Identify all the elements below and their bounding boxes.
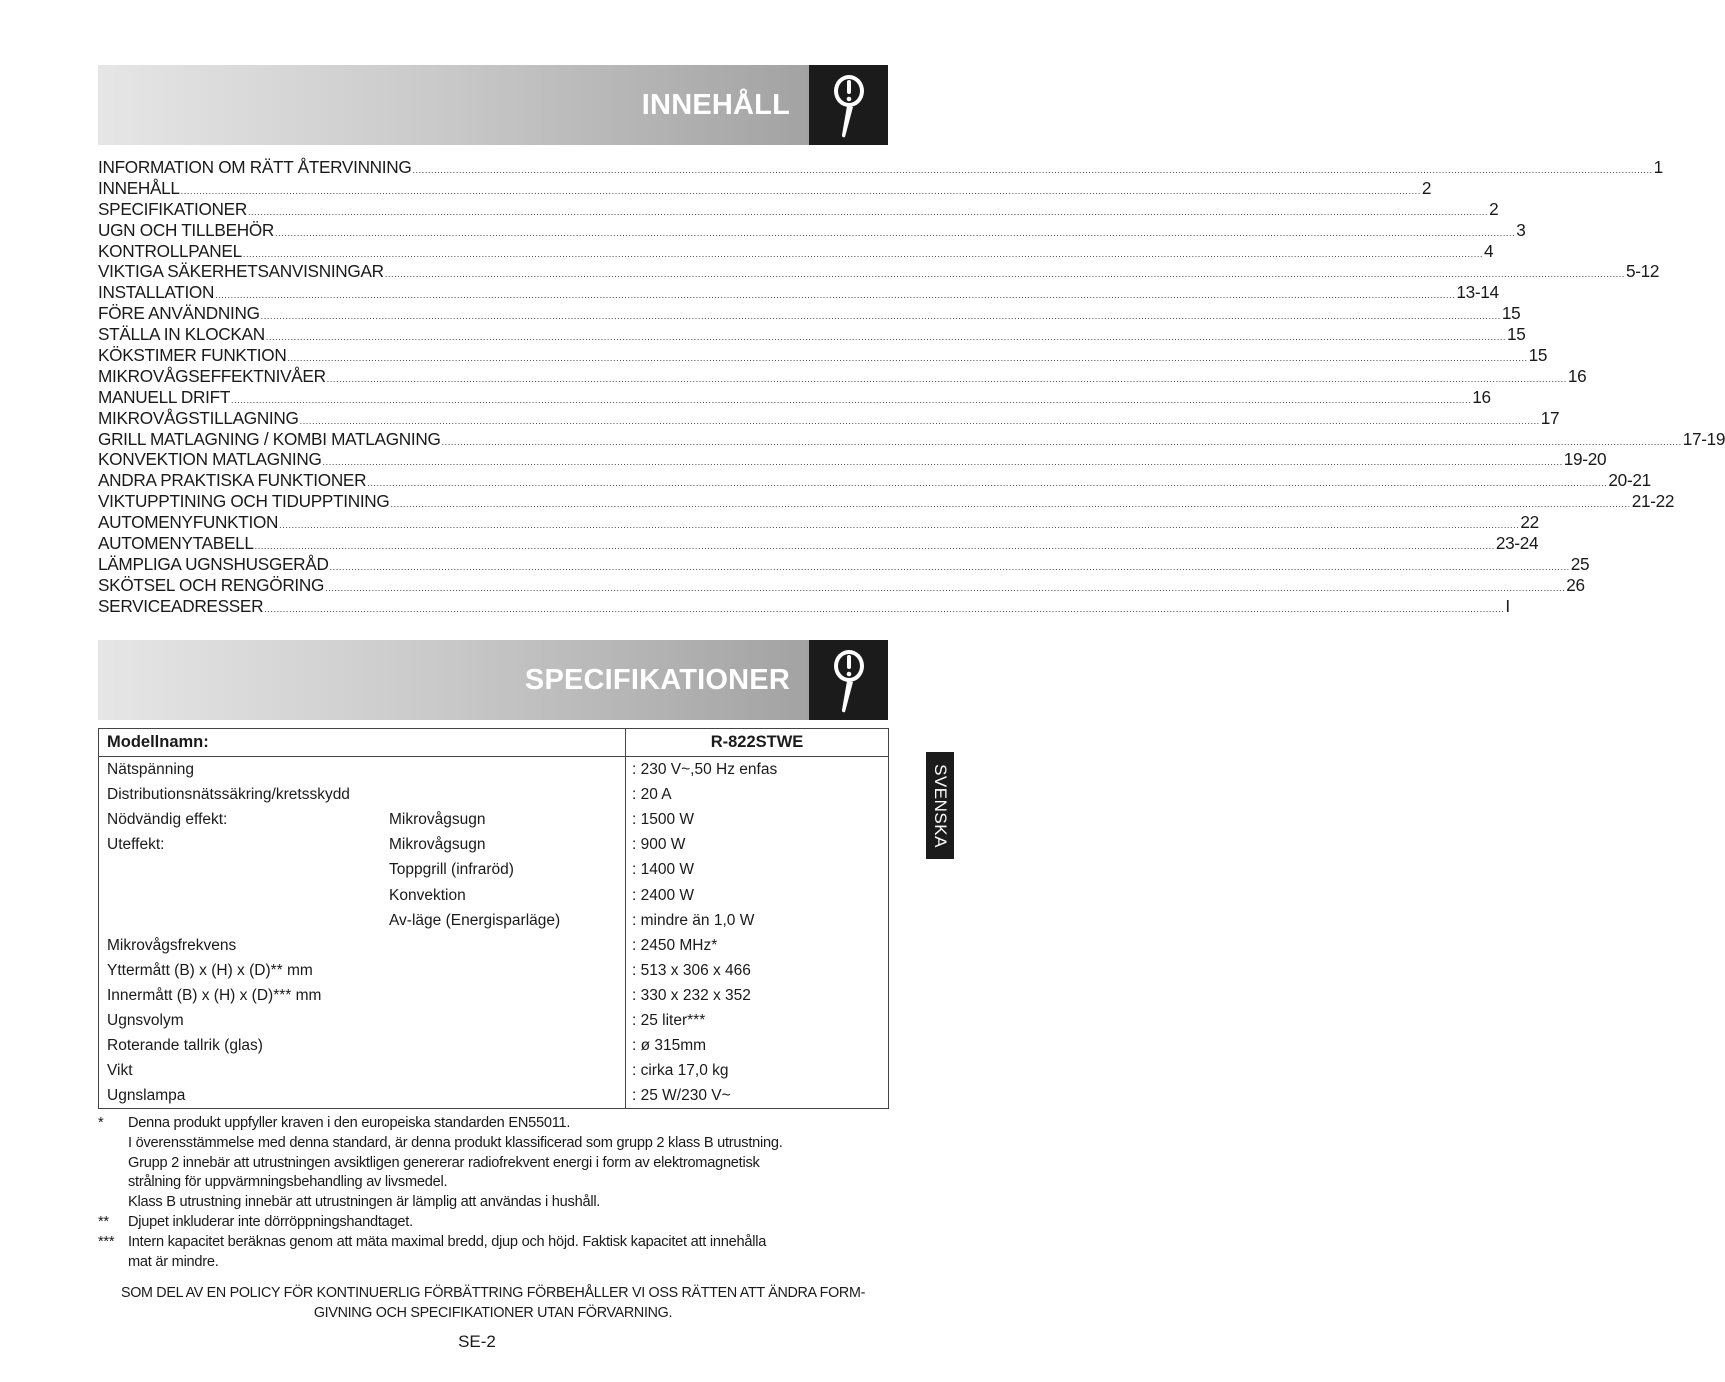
toc-entry bbox=[98, 553, 1590, 575]
toc-dot-leader: ................................................................................................................................................................................................................................................................................................................................................................................................................ bbox=[299, 415, 1540, 426]
toc-entry-label: MIKROVÅGSEFFEKTNIVÅER bbox=[98, 365, 326, 386]
toc-entry bbox=[98, 157, 1663, 178]
toc-entry-label: VIKTUPPTINING OCH TIDUPPTINING bbox=[98, 491, 390, 512]
toc-entry-page: 15 bbox=[1501, 303, 1521, 324]
toc-dot-leader: ................................................................................................................................................................................................................................................................................................................................................................................................................ bbox=[264, 603, 1505, 614]
toc-dot-leader: ................................................................................................................................................................................................................................................................................................................................................................................................................ bbox=[275, 227, 1516, 238]
toc-entry-label: ANDRA PRAKTISKA FUNKTIONER bbox=[98, 470, 367, 491]
toc-entry bbox=[98, 240, 1494, 262]
info-magnifier-icon bbox=[809, 640, 888, 720]
toc-entry-page: 2 bbox=[1421, 177, 1432, 198]
toc-entry-page: 5-12 bbox=[1625, 261, 1660, 282]
footnote bbox=[98, 1233, 888, 1273]
spec-value: : 25 liter*** bbox=[632, 1012, 706, 1029]
footnote-line: Djupet inkluderar inte dörröppningshandtaget. bbox=[128, 1213, 413, 1230]
toc-dot-leader: ................................................................................................................................................................................................................................................................................................................................................................................................................ bbox=[326, 373, 1567, 384]
toc-dot-leader: ................................................................................................................................................................................................................................................................................................................................................................................................................ bbox=[325, 582, 1566, 593]
footnote-line: strålning för uppvärmningsbehandling av livsmedel. bbox=[128, 1174, 448, 1191]
spec-row bbox=[99, 783, 888, 808]
toc-entry-page: 22 bbox=[1520, 512, 1539, 533]
footnote-mark: *** bbox=[98, 1233, 115, 1250]
model-name-label: Modellnamn: bbox=[107, 733, 209, 751]
toc-entry bbox=[98, 345, 1548, 366]
specs-banner bbox=[98, 640, 888, 720]
specifications-table bbox=[98, 728, 889, 1109]
toc-entry-label: KONVEKTION MATLAGNING bbox=[98, 449, 322, 470]
toc-entry-label: STÄLLA IN KLOCKAN bbox=[98, 324, 265, 345]
spec-row bbox=[99, 858, 888, 883]
toc-entry-page: 21-22 bbox=[1631, 491, 1675, 512]
toc-entry-label: AUTOMENYFUNKTION bbox=[98, 512, 279, 533]
toc-dot-leader: ................................................................................................................................................................................................................................................................................................................................................................................................................ bbox=[279, 520, 1520, 531]
spec-value: : 1500 W bbox=[632, 811, 695, 829]
toc-dot-leader: ................................................................................................................................................................................................................................................................................................................................................................................................................ bbox=[384, 269, 1625, 280]
spec-sublabel: Toppgrill (infraröd) bbox=[389, 861, 514, 879]
spec-sublabel: Mikrovågsugn bbox=[389, 811, 486, 829]
spec-sublabel: Konvektion bbox=[389, 886, 466, 904]
toc-entry-page: 26 bbox=[1566, 574, 1585, 595]
toc-entry-page: 15 bbox=[1507, 324, 1526, 345]
toc-entry-page: 13-14 bbox=[1456, 282, 1499, 303]
toc-entry bbox=[98, 428, 1725, 450]
toc-entry-label: INSTALLATION bbox=[98, 282, 215, 303]
contents-banner bbox=[98, 65, 888, 145]
toc-entry-page: I bbox=[1505, 595, 1510, 616]
disclaimer bbox=[98, 1284, 888, 1323]
spec-row bbox=[99, 984, 888, 1009]
toc-entry-page: 3 bbox=[1516, 219, 1526, 240]
footnote-line: Intern kapacitet beräknas genom att mäta maximal bredd, djup och höjd. Faktisk kapacitet att innehålla bbox=[128, 1233, 767, 1250]
footnotes bbox=[98, 1114, 888, 1272]
toc-entry bbox=[98, 282, 1499, 303]
toc-dot-leader: ................................................................................................................................................................................................................................................................................................................................................................................................................ bbox=[367, 478, 1608, 489]
spec-row bbox=[99, 1084, 888, 1109]
footnote-line: Grupp 2 innebär att utrustningen avsiktligen genererar radiofrekvent energi i form av elektromagnetisk bbox=[128, 1154, 760, 1171]
toc-dot-leader: ................................................................................................................................................................................................................................................................................................................................................................................................................ bbox=[441, 436, 1682, 447]
toc-entry-label: LÄMPLIGA UGNSHUSGERÅD bbox=[98, 553, 329, 574]
toc-dot-leader: ................................................................................................................................................................................................................................................................................................................................................................................................................ bbox=[231, 394, 1472, 405]
toc-entry-page: 2 bbox=[1489, 198, 1499, 219]
toc-entry bbox=[98, 177, 1432, 199]
footnote bbox=[98, 1213, 888, 1233]
spec-sublabel: Av-läge (Energisparläge) bbox=[389, 911, 561, 929]
toc-dot-leader: ................................................................................................................................................................................................................................................................................................................................................................................................................ bbox=[242, 248, 1484, 259]
toc-entry-page: 16 bbox=[1472, 386, 1491, 407]
toc-entry bbox=[98, 574, 1585, 596]
spec-row bbox=[99, 1059, 888, 1084]
spec-value: : 513 x 306 x 466 bbox=[632, 961, 751, 979]
spec-value: : mindre än 1,0 W bbox=[632, 911, 755, 929]
toc-entry bbox=[98, 407, 1560, 429]
spec-sublabel: Mikrovågsugn bbox=[389, 836, 486, 854]
footnote-mark: ** bbox=[98, 1213, 109, 1230]
toc-entry-label: GRILL MATLAGNING / KOMBI MATLAGNING bbox=[98, 428, 441, 449]
toc-entry bbox=[98, 491, 1675, 512]
spec-row bbox=[99, 1034, 888, 1059]
toc-dot-leader: ................................................................................................................................................................................................................................................................................................................................................................................................................ bbox=[390, 499, 1631, 510]
toc-entry bbox=[98, 324, 1526, 345]
contents-title: INNEHÅLL bbox=[641, 89, 790, 121]
toc-entry-label: KONTROLLPANEL bbox=[98, 240, 242, 261]
toc-entry-page: 17 bbox=[1540, 407, 1560, 428]
footnote-mark: * bbox=[98, 1115, 104, 1131]
toc-entry-page: 23-24 bbox=[1495, 533, 1539, 554]
spec-label: Nödvändig effekt: bbox=[107, 811, 228, 829]
spec-value: : 230 V~,50 Hz enfas bbox=[632, 761, 778, 778]
toc-entry-page: 15 bbox=[1528, 345, 1548, 366]
spec-label: Mikrovågsfrekvens bbox=[107, 936, 237, 954]
spec-row bbox=[99, 808, 888, 833]
spec-row bbox=[99, 884, 888, 909]
toc-entry bbox=[98, 470, 1651, 491]
toc-entry-page: 17-19 bbox=[1682, 428, 1725, 449]
spec-value: : 2450 MHz* bbox=[632, 936, 718, 954]
toc-dot-leader: ................................................................................................................................................................................................................................................................................................................................................................................................................ bbox=[265, 332, 1507, 343]
toc-dot-leader: ................................................................................................................................................................................................................................................................................................................................................................................................................ bbox=[287, 353, 1528, 364]
toc-dot-leader: ................................................................................................................................................................................................................................................................................................................................................................................................................ bbox=[254, 541, 1495, 552]
spec-value: : 25 W/230 V~ bbox=[632, 1087, 731, 1105]
spec-row bbox=[99, 909, 888, 934]
spec-value: : 330 x 232 x 352 bbox=[632, 986, 751, 1004]
toc-dot-leader: ................................................................................................................................................................................................................................................................................................................................................................................................................ bbox=[329, 561, 1570, 572]
spec-label: Nätspänning bbox=[107, 761, 195, 778]
toc-entry-label: FÖRE ANVÄNDNING bbox=[98, 303, 260, 324]
spec-row bbox=[99, 833, 888, 858]
spec-value: : ø 315mm bbox=[632, 1037, 707, 1055]
spec-label: Innermått (B) x (H) x (D)*** mm bbox=[107, 986, 322, 1004]
toc-entry-page: 25 bbox=[1570, 553, 1590, 574]
footnote-line: mat är mindre. bbox=[128, 1253, 219, 1270]
toc-entry-label: KÖKSTIMER FUNKTION bbox=[98, 345, 287, 366]
spec-label: Yttermått (B) x (H) x (D)** mm bbox=[107, 961, 313, 979]
model-name-value: R-822STWE bbox=[710, 733, 804, 751]
spec-row bbox=[99, 758, 888, 783]
toc-dot-leader: ................................................................................................................................................................................................................................................................................................................................................................................................................ bbox=[412, 165, 1653, 175]
table-of-contents bbox=[98, 157, 1725, 617]
toc-entry bbox=[98, 219, 1526, 241]
language-tab bbox=[926, 752, 954, 859]
toc-dot-leader: ................................................................................................................................................................................................................................................................................................................................................................................................................ bbox=[247, 206, 1489, 217]
spec-row bbox=[99, 1009, 888, 1034]
toc-entry-label: SERVICEADRESSER bbox=[98, 595, 264, 616]
toc-entry bbox=[98, 386, 1491, 408]
table-header-row bbox=[99, 729, 888, 757]
spec-label: Distributionsnätssäkring/kretsskydd bbox=[107, 786, 350, 804]
page-number: SE-2 bbox=[458, 1332, 496, 1351]
disclaimer-line: GIVNING OCH SPECIFIKATIONER UTAN FÖRVARNING. bbox=[313, 1304, 673, 1321]
toc-dot-leader: ................................................................................................................................................................................................................................................................................................................................................................................................................ bbox=[322, 457, 1563, 468]
toc-entry bbox=[98, 512, 1539, 533]
spec-label: Uteffekt: bbox=[107, 836, 165, 854]
toc-dot-leader: ................................................................................................................................................................................................................................................................................................................................................................................................................ bbox=[260, 311, 1501, 322]
footnote bbox=[98, 1114, 888, 1213]
footnote-line: Klass B utrustning innebär att utrustningen är lämplig att användas i hushåll. bbox=[128, 1194, 601, 1211]
toc-entry-page: 19-20 bbox=[1563, 449, 1607, 470]
toc-entry-label: SPECIFIKATIONER bbox=[98, 198, 247, 219]
spec-label: Vikt bbox=[107, 1062, 133, 1080]
toc-entry bbox=[98, 365, 1587, 387]
spec-row bbox=[99, 934, 888, 959]
toc-entry-page: 20-21 bbox=[1608, 470, 1651, 491]
toc-entry-page: 16 bbox=[1567, 365, 1587, 386]
spec-label: Roterande tallrik (glas) bbox=[107, 1037, 263, 1055]
footnote-line: Denna produkt uppfyller kraven i den europeiska standarden EN55011. bbox=[128, 1115, 571, 1131]
toc-entry-page: 1 bbox=[1653, 157, 1663, 177]
disclaimer-line: SOM DEL AV EN POLICY FÖR KONTINUERLIG FÖRBÄTTRING FÖRBEHÅLLER VI OSS RÄTTEN ATT ÄNDRA FORM- bbox=[120, 1285, 866, 1301]
spec-value: : 900 W bbox=[632, 836, 686, 854]
toc-entry-label: MIKROVÅGSTILLAGNING bbox=[98, 407, 299, 428]
footnote-line: I överensstämmelse med denna standard, är denna produkt klassificerad som grupp 2 klass B utrustning. bbox=[128, 1134, 783, 1151]
spec-value: : cirka 17,0 kg bbox=[632, 1062, 729, 1080]
language-tab-label: SVENSKA bbox=[931, 763, 950, 848]
toc-entry-label: MANUELL DRIFT bbox=[98, 386, 231, 407]
toc-entry bbox=[98, 533, 1539, 554]
toc-entry-label: INNEHÅLL bbox=[98, 177, 180, 198]
specs-title: SPECIFIKATIONER bbox=[524, 664, 790, 696]
toc-entry bbox=[98, 303, 1521, 324]
toc-entry-label: INFORMATION OM RÄTT ÅTERVINNING bbox=[98, 157, 412, 177]
toc-entry bbox=[98, 198, 1499, 220]
toc-dot-leader: ................................................................................................................................................................................................................................................................................................................................................................................................................ bbox=[215, 290, 1456, 301]
toc-entry bbox=[98, 595, 1510, 617]
toc-dot-leader: ................................................................................................................................................................................................................................................................................................................................................................................................................ bbox=[180, 185, 1421, 196]
toc-entry bbox=[98, 449, 1607, 470]
spec-row bbox=[99, 959, 888, 984]
spec-label: Ugnslampa bbox=[107, 1087, 186, 1105]
toc-entry-label: AUTOMENYTABELL bbox=[98, 533, 254, 554]
toc-entry-label: SKÖTSEL OCH RENGÖRING bbox=[98, 574, 325, 595]
toc-entry-label: UGN OCH TILLBEHÖR bbox=[98, 219, 275, 240]
spec-value: : 2400 W bbox=[632, 886, 695, 904]
toc-entry-page: 4 bbox=[1484, 240, 1494, 261]
toc-entry-label: VIKTIGA SÄKERHETSANVISNINGAR bbox=[98, 261, 384, 282]
spec-label: Ugnsvolym bbox=[107, 1012, 184, 1029]
spec-value: : 20 A bbox=[632, 786, 672, 804]
info-magnifier-icon bbox=[809, 65, 888, 145]
spec-value: : 1400 W bbox=[632, 861, 695, 879]
toc-entry bbox=[98, 261, 1660, 282]
